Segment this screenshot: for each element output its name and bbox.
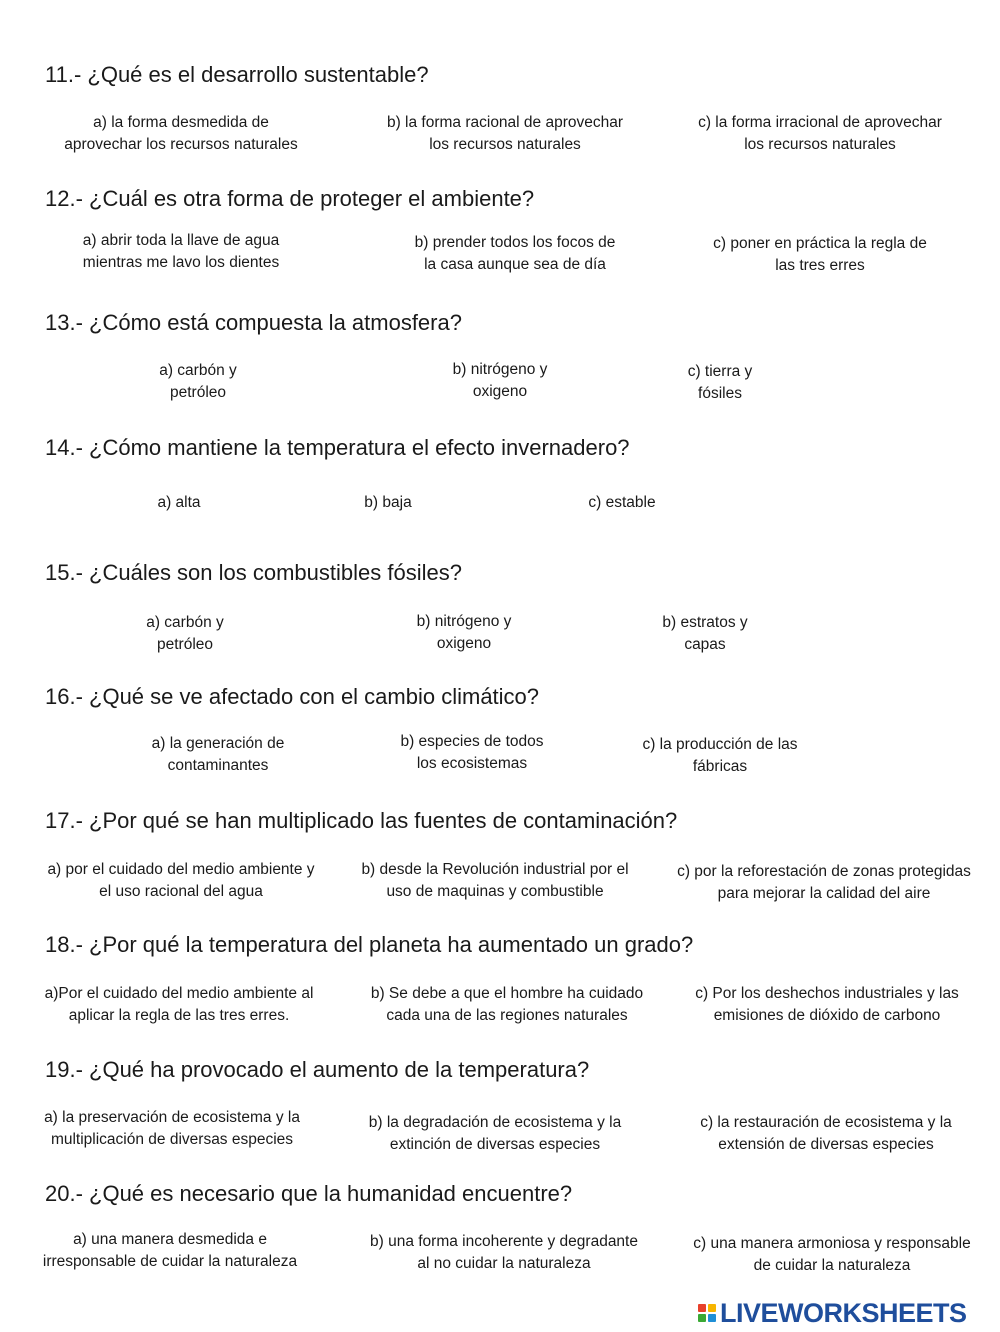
option-19-b[interactable]: b) la degradación de ecosistema y la extinción de diversas especies: [368, 1114, 622, 1153]
option-18-b[interactable]: b) Se debe a que el hombre ha cuidado cada una de las regiones naturales: [370, 985, 644, 1024]
liveworksheets-logo-text: LIVEWORKSHEETS: [720, 1297, 967, 1328]
question-18: 18.- ¿Por qué la temperatura del planeta ha aumentado un grado?: [45, 932, 694, 957]
question-12: 12.- ¿Cuál es otra forma de proteger el ambiente?: [45, 186, 535, 211]
liveworksheets-logo-icon: [698, 1304, 716, 1322]
option-15-b[interactable]: b) nitrógeno y oxigeno: [416, 613, 512, 652]
option-15-c[interactable]: b) estratos y capas: [662, 614, 748, 653]
option-13-a[interactable]: a) carbón y petróleo: [159, 362, 237, 401]
option-13-b[interactable]: b) nitrógeno y oxigeno: [452, 361, 548, 400]
question-15: 15.- ¿Cuáles son los combustibles fósiles?: [45, 560, 462, 585]
question-20: 20.- ¿Qué es necesario que la humanidad encuentre?: [45, 1181, 573, 1206]
option-15-a[interactable]: a) carbón y petróleo: [146, 614, 224, 653]
question-11: 11.- ¿Qué es el desarrollo sustentable?: [45, 62, 429, 87]
option-12-c[interactable]: c) poner en práctica la regla de las tres erres: [713, 235, 927, 274]
liveworksheets-logo: [698, 1298, 967, 1328]
question-16: 16.- ¿Qué se ve afectado con el cambio climático?: [45, 684, 540, 709]
logo-square-4: [708, 1314, 716, 1322]
question-19: 19.- ¿Qué ha provocado el aumento de la temperatura?: [45, 1057, 590, 1082]
logo-square-1: [698, 1304, 706, 1312]
logo-square-3: [698, 1314, 706, 1322]
option-12-b[interactable]: b) prender todos los focos de la casa aunque sea de día: [414, 234, 616, 273]
option-20-c[interactable]: c) una manera armoniosa y responsable de cuidar la naturaleza: [693, 1235, 971, 1274]
option-16-a[interactable]: a) la generación de contaminantes: [151, 735, 285, 774]
option-14-a[interactable]: a) alta: [157, 494, 201, 511]
option-14-b[interactable]: b) baja: [364, 494, 412, 511]
option-19-c[interactable]: c) la restauración de ecosistema y la extensión de diversas especies: [700, 1114, 952, 1153]
option-13-c[interactable]: c) tierra y fósiles: [687, 363, 753, 402]
option-19-a[interactable]: a) la preservación de ecosistema y la multiplicación de diversas especies: [44, 1109, 300, 1148]
option-20-b[interactable]: b) una forma incoherente y degradante al no cuidar la naturaleza: [370, 1233, 638, 1272]
option-18-a[interactable]: a)Por el cuidado del medio ambiente al aplicar la regla de las tres erres.: [44, 985, 314, 1024]
option-16-b[interactable]: b) especies de todos los ecosistemas: [400, 733, 544, 772]
option-17-b[interactable]: b) desde la Revolución industrial por el uso de maquinas y combustible: [361, 861, 629, 900]
option-14-c[interactable]: c) estable: [588, 494, 656, 511]
option-18-c[interactable]: c) Por los deshechos industriales y las emisiones de dióxido de carbono: [695, 985, 959, 1024]
option-17-c[interactable]: c) por la reforestación de zonas protegidas para mejorar la calidad del aire: [677, 863, 971, 902]
option-17-a[interactable]: a) por el cuidado del medio ambiente y el uso racional del agua: [47, 861, 315, 900]
logo-square-2: [708, 1304, 716, 1312]
option-11-b[interactable]: b) la forma racional de aprovechar los recursos naturales: [386, 114, 624, 153]
option-16-c[interactable]: c) la producción de las fábricas: [642, 736, 798, 775]
question-14: 14.- ¿Cómo mantiene la temperatura el efecto invernadero?: [45, 435, 630, 460]
question-17: 17.- ¿Por qué se han multiplicado las fuentes de contaminación?: [45, 808, 678, 833]
option-11-a[interactable]: a) la forma desmedida de aprovechar los recursos naturales: [64, 114, 298, 153]
option-20-a[interactable]: a) una manera desmedida e irresponsable de cuidar la naturaleza: [42, 1231, 298, 1270]
option-11-c[interactable]: c) la forma irracional de aprovechar los recursos naturales: [698, 114, 942, 153]
question-13: 13.- ¿Cómo está compuesta la atmosfera?: [45, 310, 462, 335]
option-12-a[interactable]: a) abrir toda la llave de agua mientras me lavo los dientes: [82, 232, 280, 271]
